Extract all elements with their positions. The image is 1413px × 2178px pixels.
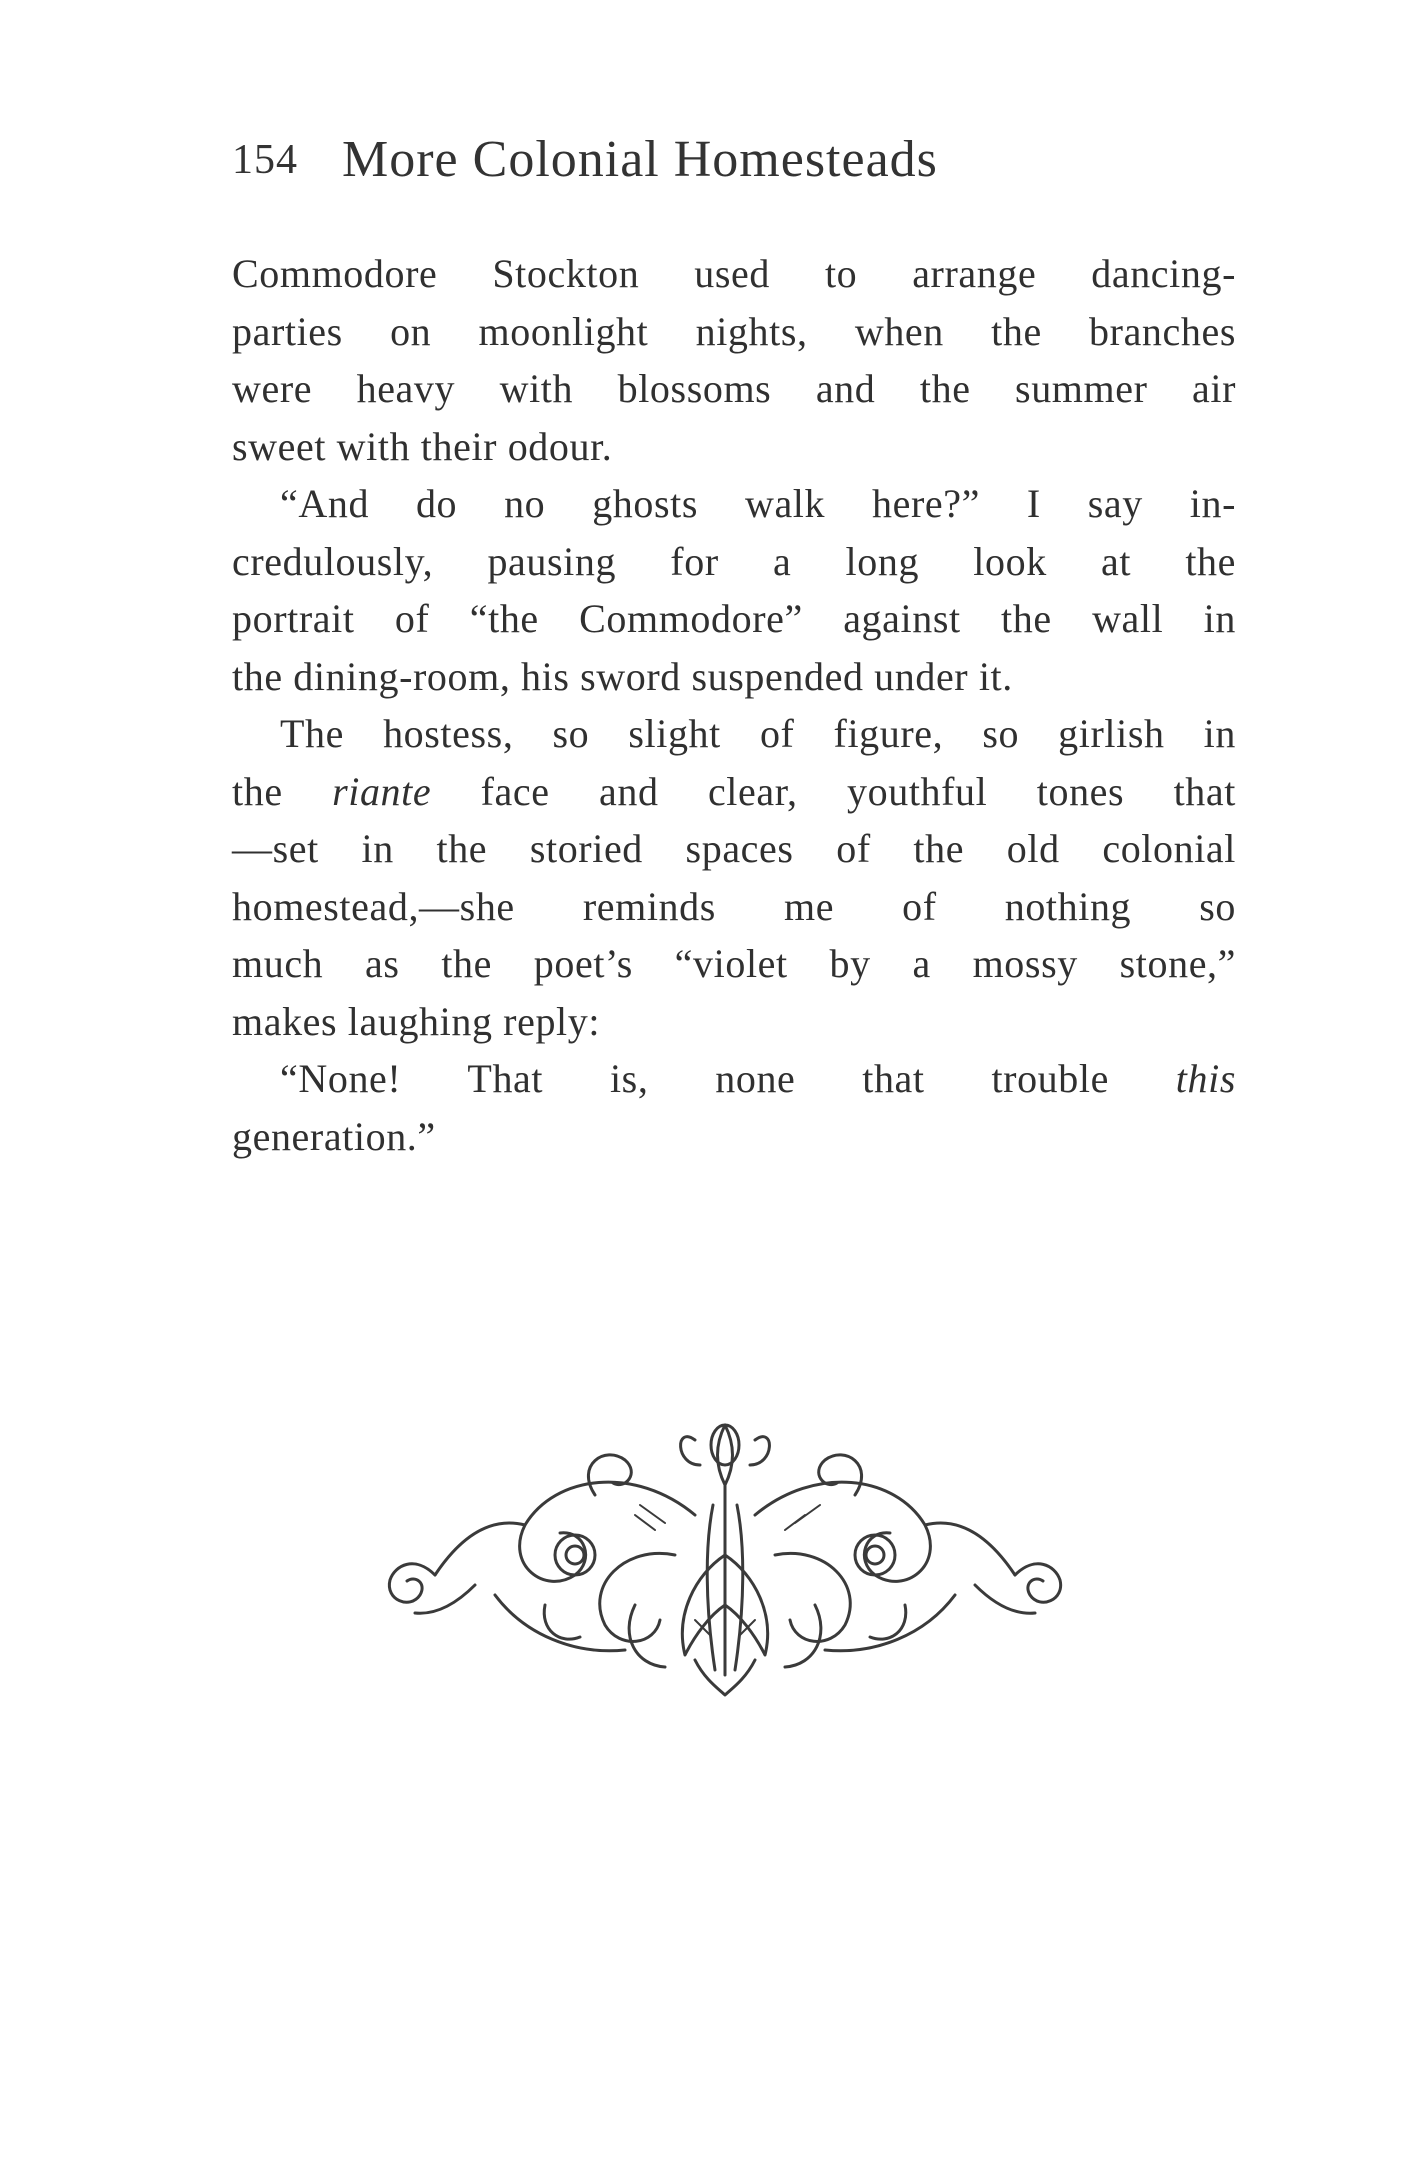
text-line: Commodore Stockton used to arrange dancing- [232,251,1236,296]
text-line [232,763,1236,821]
text-line: the dining-room, his sword suspended under it. [232,653,1013,699]
text-line: portrait of “the Commodore” against the wall in [232,596,1236,641]
text-line: were heavy with blossoms and the summer air [232,366,1236,411]
text-line: The hostess, so slight of figure, so girlish in [280,711,1236,756]
text-line: makes laughing reply: [232,998,601,1044]
italic-word: riante [332,768,432,814]
text-line: much as the poet’s “violet by a mossy stone,” [232,941,1236,986]
running-title: More Colonial Homesteads [342,131,938,188]
text-segment: “None! That is, none that trouble [280,1056,1176,1101]
text-line: sweet with their odour. [232,423,613,469]
text-segment: the [232,768,333,814]
text-line: parties on moonlight nights, when the branches [232,308,1236,354]
text-line: generation.” [232,1113,436,1159]
page-number: 154 [232,137,298,183]
text-line: “And do no ghosts walk here?” I say in- [280,481,1236,526]
italic-word: this [1175,1056,1236,1101]
running-head [232,130,1232,200]
text-line: credulously, pausing for a long look at the [232,538,1236,584]
text-line [232,1050,1236,1108]
floral-tailpiece-ornament-icon [375,1405,1075,1705]
text-line: —set in the storied spaces of the old colonial [232,826,1236,871]
text-line: homestead,—she reminds me of nothing so [232,883,1236,929]
body-text [232,245,1236,1165]
text-segment: face and clear, youthful tones that [431,768,1236,814]
